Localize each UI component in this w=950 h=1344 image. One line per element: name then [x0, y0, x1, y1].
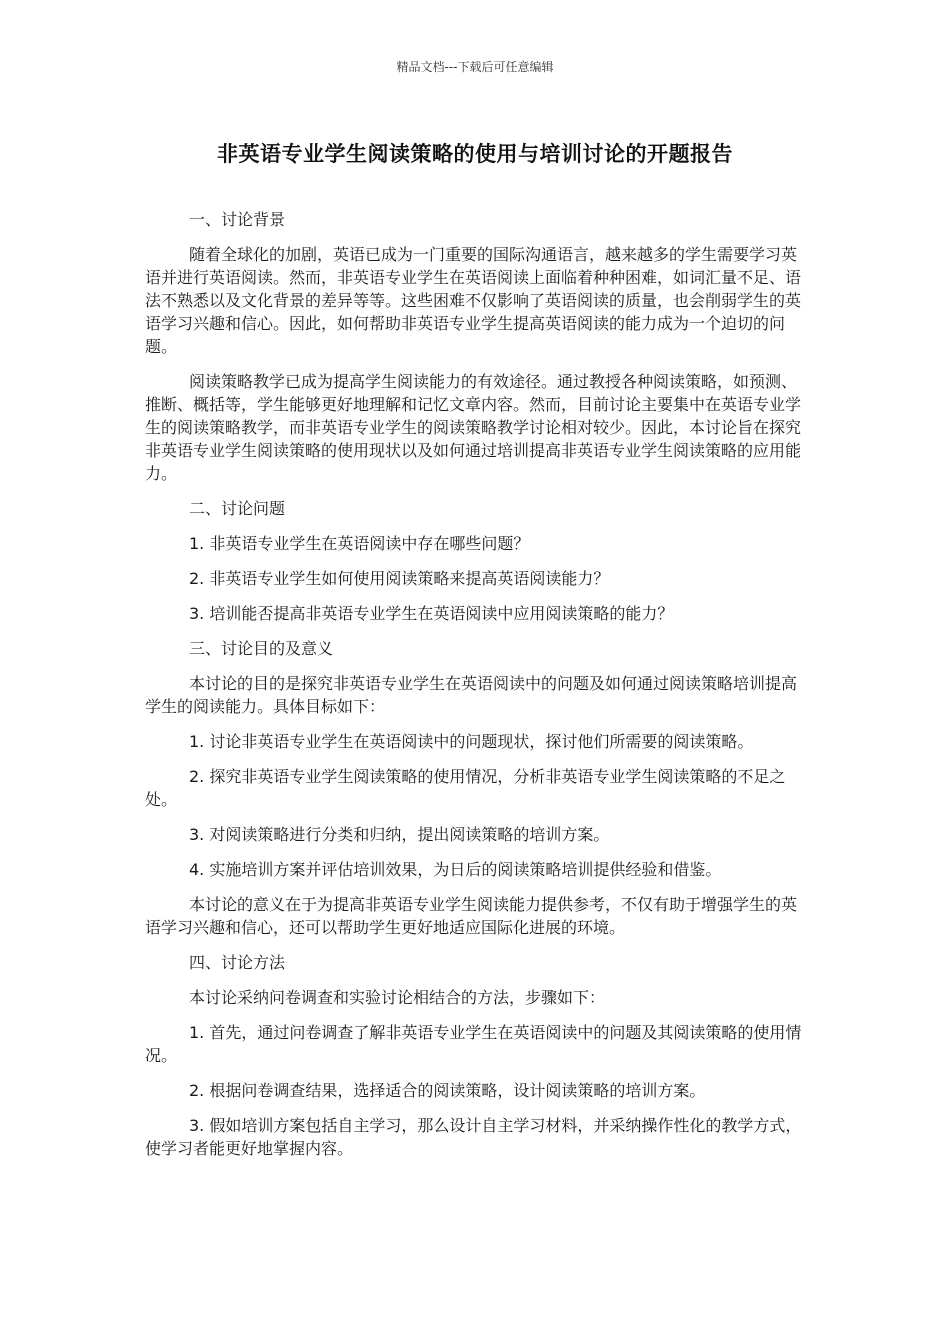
document-title: 非英语专业学生阅读策略的使用与培训讨论的开题报告	[217, 142, 733, 166]
document-body	[145, 208, 805, 1172]
list-item: 1. 首先，通过问卷调查了解非英语专业学生在英语阅读中的问题及其阅读策略的使用情况。	[145, 1023, 802, 1065]
paragraph: 本讨论的意义在于为提高非英语专业学生阅读能力提供参考，不仅有助于增强学生的英语学习兴趣和信心，还可以帮助学生更好地适应国际化进展的环境。	[145, 895, 798, 937]
section-heading: 一、讨论背景	[189, 210, 286, 229]
header-note: 精品文档---下载后可任意编辑	[396, 60, 554, 74]
list-item: 1. 讨论非英语专业学生在英语阅读中的问题现状，探讨他们所需要的阅读策略。	[189, 732, 754, 751]
paragraph: 随着全球化的加剧，英语已成为一门重要的国际沟通语言，越来越多的学生需要学习英语并进行英语阅读。然而，非英语专业学生在英语阅读上面临着种种困难，如词汇量不足、语法不熟悉以及文化背景的差异等等。这些困难不仅影响了英语阅读的质量，也会削弱学生的英语学习兴趣和信心。因此，如何帮助非英语专业学生提高英语阅读的能力成为一个迫切的问题。	[145, 245, 802, 356]
list-item: 3. 对阅读策略进行分类和归纳，提出阅读策略的培训方案。	[189, 825, 610, 844]
list-item: 2. 非英语专业学生如何使用阅读策略来提高英语阅读能力？	[189, 569, 610, 588]
list-item: 3. 培训能否提高非英语专业学生在英语阅读中应用阅读策略的能力？	[189, 604, 674, 623]
paragraph: 本讨论采纳问卷调查和实验讨论相结合的方法，步骤如下：	[189, 988, 606, 1007]
list-item: 2. 根据问卷调查结果，选择适合的阅读策略，设计阅读策略的培训方案。	[189, 1081, 706, 1100]
list-item: 4. 实施培训方案并评估培训效果，为日后的阅读策略培训提供经验和借鉴。	[189, 860, 722, 879]
list-item: 3. 假如培训方案包括自主学习，那么设计自主学习材料，并采纳操作性化的教学方式，使学习者能更好地掌握内容。	[145, 1116, 802, 1158]
list-item: 2. 探究非英语专业学生阅读策略的使用情况，分析非英语专业学生阅读策略的不足之处。	[145, 767, 786, 809]
list-item: 1. 非英语专业学生在英语阅读中存在哪些问题？	[189, 534, 530, 553]
section-heading: 三、讨论目的及意义	[189, 639, 334, 658]
paragraph: 本讨论的目的是探究非英语专业学生在英语阅读中的问题及如何通过阅读策略培训提高学生的阅读能力。具体目标如下：	[145, 674, 798, 716]
paragraph: 阅读策略教学已成为提高学生阅读能力的有效途径。通过教授各种阅读策略，如预测、推断、概括等，学生能够更好地理解和记忆文章内容。然而，目前讨论主要集中在英语专业学生的阅读策略教学，而非英语专业学生的阅读策略教学讨论相对较少。因此，本讨论旨在探究非英语专业学生阅读策略的使用现状以及如何通过培训提高非英语专业学生阅读策略的应用能力。	[145, 372, 802, 483]
section-heading: 四、讨论方法	[189, 953, 286, 972]
section-heading: 二、讨论问题	[189, 499, 286, 518]
